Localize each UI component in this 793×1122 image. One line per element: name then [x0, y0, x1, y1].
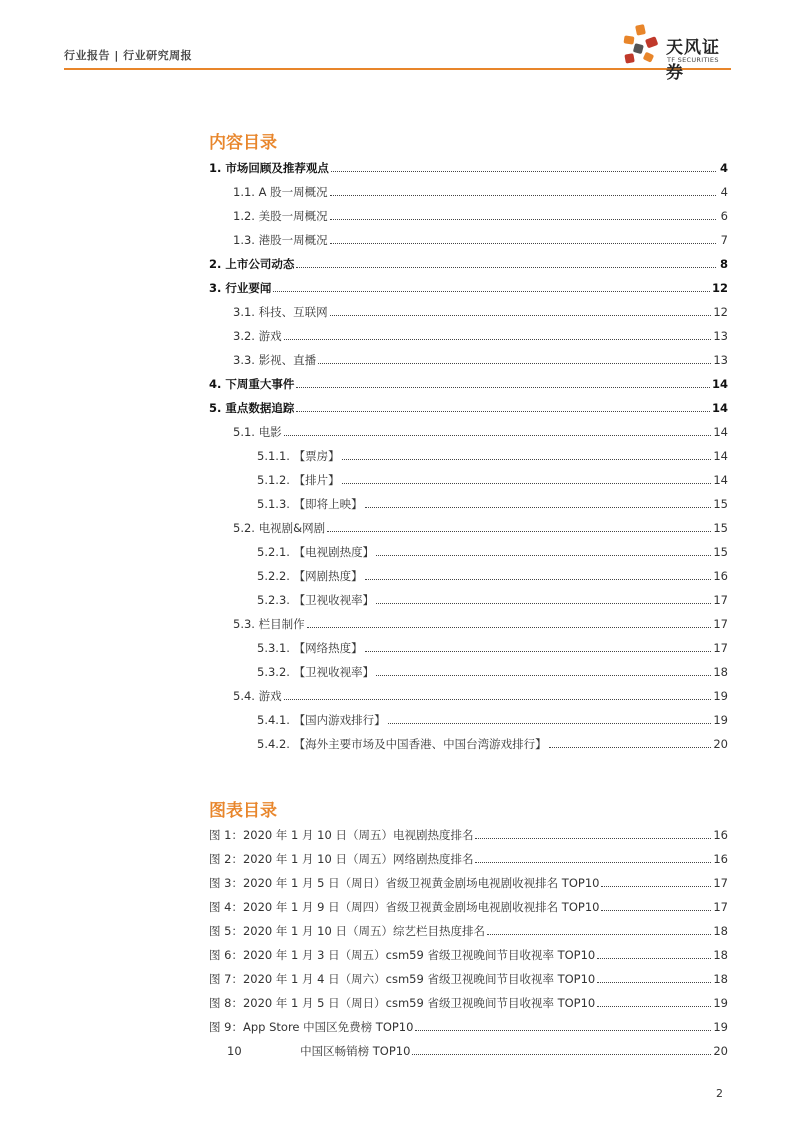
toc-entry-page: 17 — [713, 593, 728, 607]
toc-entry[interactable] — [209, 470, 728, 488]
toc-entry[interactable] — [209, 638, 728, 656]
toc-entry-page: 15 — [713, 497, 728, 511]
toc-entry[interactable] — [209, 710, 728, 728]
figure-entry-page: 17 — [713, 876, 728, 890]
toc-entry-page: 12 — [713, 305, 728, 319]
toc-entry-title: 【电视剧热度】 — [293, 545, 375, 559]
toc-leader-dots — [330, 315, 712, 316]
toc-entry[interactable] — [209, 230, 728, 248]
figure-entry[interactable] — [209, 849, 728, 867]
toc-entry-page: 14 — [713, 425, 728, 439]
toc-entry-page: 6 — [720, 209, 728, 223]
toc-entry-number: 5.4. — [233, 689, 259, 703]
page-number: 2 — [716, 1087, 723, 1100]
toc-leader-dots — [273, 291, 710, 292]
toc-entry-number: 5. — [209, 401, 226, 415]
toc-entry-number: 5.1. — [233, 425, 259, 439]
toc-entry-title: 【即将上映】 — [293, 497, 363, 511]
figure-leader-dots — [601, 910, 711, 911]
toc-entry[interactable] — [209, 422, 728, 440]
figure-entry-title: 图 1：2020 年 1 月 10 日（周五）电视剧热度排名 — [209, 828, 474, 842]
toc-entry-page: 14 — [711, 401, 728, 415]
toc-entry-title: 电视剧&网剧 — [258, 521, 326, 535]
figure-entry[interactable] — [209, 825, 728, 843]
toc-entry-number: 2. — [209, 257, 226, 271]
figure-entry-page: 16 — [713, 852, 728, 866]
toc-entry-number: 1. — [209, 161, 226, 175]
toc-leader-dots — [296, 387, 710, 388]
figure-entry-page: 18 — [713, 972, 728, 986]
figure-leader-dots — [487, 934, 711, 935]
figure-leader-dots — [475, 862, 711, 863]
toc-entry-title: 港股一周概况 — [258, 233, 328, 247]
toc-entry-number: 5.4.1. — [257, 713, 294, 727]
toc-entry-title: 【国内游戏排行】 — [293, 713, 386, 727]
toc-entry[interactable] — [209, 614, 728, 632]
toc-title: 内容目录 — [209, 133, 277, 153]
figure-entry[interactable] — [209, 969, 728, 987]
toc-leader-dots — [296, 267, 716, 268]
logo-chinese-name: 天风证券 — [666, 38, 720, 83]
toc-entry-page: 17 — [713, 617, 728, 631]
toc-entry-page: 15 — [713, 521, 728, 535]
toc-entry-title: 美股一周概况 — [258, 209, 328, 223]
toc-entry-page: 15 — [713, 545, 728, 559]
toc-entry-title: 【卫视收视率】 — [293, 665, 375, 679]
figure-entry-title: 图 8：2020 年 1 月 5 日（周日）csm59 省级卫视晚间节目收视率 TOP10 — [209, 996, 596, 1010]
toc-entry[interactable] — [209, 734, 728, 752]
figure-entry-title: 图 9：App Store 中国区免费榜 TOP10 — [209, 1020, 414, 1034]
toc-entry-page: 8 — [719, 257, 728, 271]
report-type-header: 行业报告 | 行业研究周报 — [64, 49, 193, 62]
toc-entry-title: 【卫视收视率】 — [293, 593, 375, 607]
toc-entry-number: 3.1. — [233, 305, 259, 319]
toc-entry[interactable] — [209, 494, 728, 512]
figure-entry[interactable] — [209, 897, 728, 915]
toc-entry[interactable] — [209, 446, 728, 464]
toc-entry-title: 【海外主要市场及中国香港、中国台湾游戏排行】 — [293, 737, 547, 751]
logo-mark-icon — [622, 24, 666, 68]
toc-entry-title: 【排片】 — [293, 473, 340, 487]
toc-entry[interactable] — [209, 302, 728, 320]
toc-entry[interactable] — [209, 350, 728, 368]
toc-entry[interactable] — [209, 182, 728, 200]
toc-entry-page: 12 — [711, 281, 728, 295]
toc-leader-dots — [284, 339, 712, 340]
toc-leader-dots — [365, 579, 712, 580]
toc-entry-number: 5.3.2. — [257, 665, 294, 679]
figure-entry[interactable] — [209, 1017, 728, 1035]
toc-leader-dots — [342, 459, 712, 460]
toc-entry-page: 19 — [713, 689, 728, 703]
figure-entry-page: 17 — [713, 900, 728, 914]
figure-leader-dots — [475, 838, 711, 839]
toc-entry-number: 5.2.3. — [257, 593, 294, 607]
toc-entry-title: 影视、直播 — [258, 353, 317, 367]
toc-entry-page: 14 — [713, 473, 728, 487]
toc-entry[interactable] — [209, 590, 728, 608]
toc-entry-number: 5.4.2. — [257, 737, 294, 751]
header-divider — [64, 68, 731, 70]
figure-entry-title: 图 4：2020 年 1 月 9 日（周四）省级卫视黄金剧场电视剧收视排名 TOP10 — [209, 900, 600, 914]
figure-entry[interactable] — [209, 921, 728, 939]
figure-entry-title: 图 7：2020 年 1 月 4 日（周六）csm59 省级卫视晚间节目收视率 TOP10 — [209, 972, 596, 986]
toc-entry-title: 【票房】 — [293, 449, 340, 463]
toc-leader-dots — [307, 627, 712, 628]
toc-entry-page: 19 — [713, 713, 728, 727]
toc-entry[interactable] — [209, 326, 728, 344]
toc-entry-page: 13 — [713, 329, 728, 343]
toc-entry-title: 行业要闻 — [225, 281, 272, 295]
toc-entry-number: 1.1. — [233, 185, 259, 199]
figure-entry-page: 18 — [713, 924, 728, 938]
figure-leader-dots — [597, 982, 711, 983]
figure-entry-page: 19 — [713, 1020, 728, 1034]
toc-entry-number: 5.1.1. — [257, 449, 294, 463]
figure-entry-page: 20 — [713, 1044, 728, 1058]
toc-leader-dots — [342, 483, 712, 484]
toc-entry-title: 重点数据追踪 — [225, 401, 295, 415]
toc-leader-dots — [330, 219, 716, 220]
toc-entry-number: 5.2. — [233, 521, 259, 535]
toc-entry[interactable] — [209, 542, 728, 560]
figure-entry-page: 18 — [713, 948, 728, 962]
toc-entry-title: 市场回顾及推荐观点 — [225, 161, 329, 175]
toc-entry-number: 5.1.2. — [257, 473, 294, 487]
toc-entry[interactable] — [209, 518, 728, 536]
toc-entry-title: 游戏 — [258, 329, 282, 343]
figure-leader-dots — [415, 1030, 711, 1031]
company-logo — [622, 24, 732, 83]
toc-entry-page: 14 — [713, 449, 728, 463]
toc-entry-page: 4 — [720, 185, 728, 199]
toc-entry-page: 16 — [713, 569, 728, 583]
toc-leader-dots — [365, 651, 712, 652]
figure-leader-dots — [597, 1006, 711, 1007]
toc-entry-title: 【网剧热度】 — [293, 569, 363, 583]
toc-entry-title: 游戏 — [258, 689, 282, 703]
toc-leader-dots — [330, 195, 716, 196]
toc-entry-number: 5.2.2. — [257, 569, 294, 583]
toc-leader-dots — [376, 675, 711, 676]
figure-entry-title: 图 6：2020 年 1 月 3 日（周五）csm59 省级卫视晚间节目收视率 TOP10 — [209, 948, 596, 962]
toc-entry[interactable] — [209, 374, 728, 392]
toc-entry-number: 3.3. — [233, 353, 259, 367]
toc-entry-title: 科技、互联网 — [258, 305, 328, 319]
toc-entry[interactable] — [209, 686, 728, 704]
toc-leader-dots — [330, 243, 716, 244]
logo-english-name: TF SECURITIES — [667, 56, 719, 64]
toc-leader-dots — [284, 699, 712, 700]
toc-entry[interactable] — [209, 206, 728, 224]
toc-entry-title: 下周重大事件 — [225, 377, 295, 391]
toc-entry-page: 7 — [720, 233, 728, 247]
toc-entry-title: 电影 — [258, 425, 282, 439]
toc-entry-number: 3.2. — [233, 329, 259, 343]
toc-leader-dots — [376, 603, 711, 604]
figure-entry-page: 16 — [713, 828, 728, 842]
figure-entry[interactable] — [209, 993, 728, 1011]
toc-entry-page: 17 — [713, 641, 728, 655]
toc-entry-page: 14 — [711, 377, 728, 391]
toc-entry-title: 栏目制作 — [258, 617, 305, 631]
toc-entry[interactable] — [209, 398, 728, 416]
figures-title: 图表目录 — [209, 801, 277, 821]
figure-entry[interactable] — [209, 1041, 728, 1059]
figure-leader-dots — [597, 958, 711, 959]
toc-entry-number: 5.3. — [233, 617, 259, 631]
toc-leader-dots — [365, 507, 712, 508]
figure-entry-title: 图 2：2020 年 1 月 10 日（周五）网络剧热度排名 — [209, 852, 474, 866]
toc-entry-number: 1.3. — [233, 233, 259, 247]
figure-entry[interactable] — [209, 873, 728, 891]
toc-entry-page: 13 — [713, 353, 728, 367]
figure-leader-dots — [412, 1054, 711, 1055]
toc-leader-dots — [327, 531, 711, 532]
toc-entry-number: 5.1.3. — [257, 497, 294, 511]
figure-entry[interactable] — [209, 945, 728, 963]
toc-entry-title: 上市公司动态 — [225, 257, 295, 271]
toc-entry[interactable] — [209, 278, 728, 296]
toc-leader-dots — [284, 435, 712, 436]
toc-entry-number: 5.3.1. — [257, 641, 294, 655]
toc-entry-number: 4. — [209, 377, 226, 391]
toc-entry-number: 1.2. — [233, 209, 259, 223]
toc-leader-dots — [388, 723, 712, 724]
toc-leader-dots — [549, 747, 712, 748]
toc-entry[interactable] — [209, 566, 728, 584]
toc-entry-page: 18 — [713, 665, 728, 679]
toc-entry-number: 5.2.1. — [257, 545, 294, 559]
toc-entry-title: A 股一周概况 — [258, 185, 328, 199]
toc-leader-dots — [331, 171, 716, 172]
toc-entry[interactable] — [209, 158, 728, 176]
figure-leader-dots — [601, 886, 711, 887]
toc-leader-dots — [296, 411, 710, 412]
toc-entry-page: 20 — [713, 737, 728, 751]
figure-entry-page: 19 — [713, 996, 728, 1010]
toc-entry-number: 3. — [209, 281, 226, 295]
figure-entry-title: 图 5：2020 年 1 月 10 日（周五）综艺栏目热度排名 — [209, 924, 485, 938]
toc-entry[interactable] — [209, 662, 728, 680]
figure-entry-title: 图 3：2020 年 1 月 5 日（周日）省级卫视黄金剧场电视剧收视排名 TOP10 — [209, 876, 600, 890]
toc-entry-page: 4 — [719, 161, 728, 175]
toc-entry-title: 【网络热度】 — [293, 641, 363, 655]
toc-leader-dots — [376, 555, 711, 556]
toc-leader-dots — [318, 363, 711, 364]
toc-entry[interactable] — [209, 254, 728, 272]
figure-entry-title: 10 中国区畅销榜 TOP10 — [227, 1044, 411, 1058]
